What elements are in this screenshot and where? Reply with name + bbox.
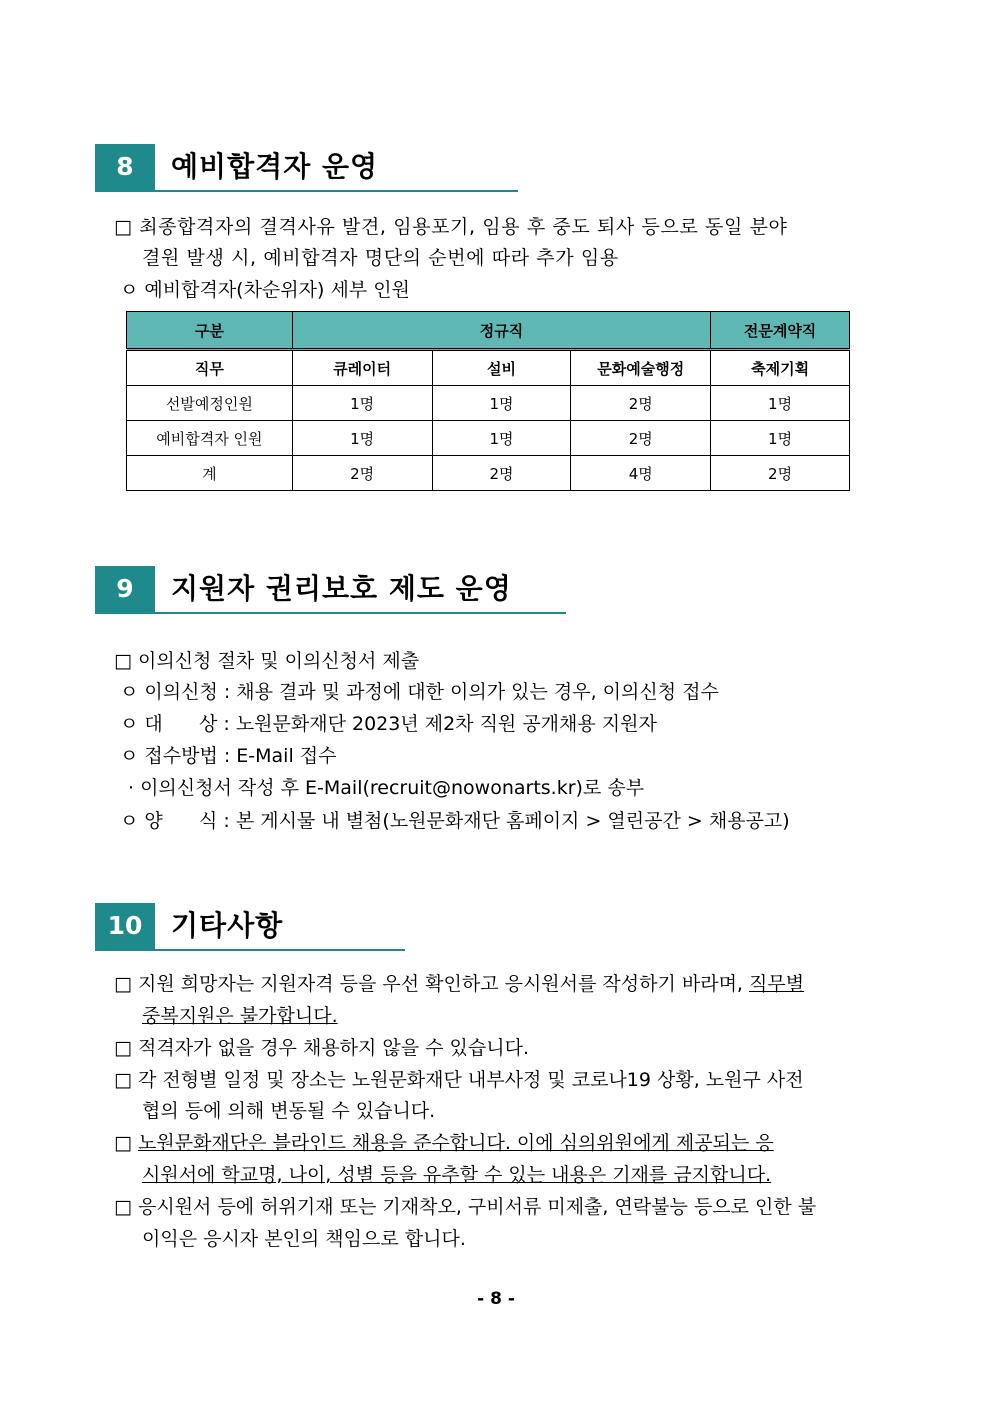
s8-bullet-1-line-1: □ 최종합격자의 결격사유 발견, 임용포기, 임용 후 중도 퇴사 등으로 동일 분야 [114,216,788,238]
table-cell: 2명 [292,456,432,491]
row-label: 계 [127,456,293,491]
table-cell: 2명 [571,421,711,456]
s10-bullet-3-line-1: □ 각 전형별 일정 및 장소는 노원문화재단 내부사정 및 코로나19 상황, 노원구 사전 [114,1069,804,1091]
table-cell: 2명 [711,456,850,491]
s10-bullet-4-box: □ [114,1132,138,1154]
header-category: 구분 [127,312,293,350]
s10-bullet-5-line-2: 이익은 응시자 본인의 책임으로 합니다. [142,1228,466,1250]
table-row [127,421,850,456]
s10-bullet-1-line-1 [114,971,804,997]
s10-bullet-5-line-1: □ 응시원서 등에 허위기재 또는 기재착오, 구비서류 미제출, 연락불능 등으로 인한 불 [114,1196,817,1218]
row-label: 예비합격자 인원 [127,421,293,456]
row-label: 선발예정인원 [127,386,293,421]
section-8-number: 8 [95,144,155,190]
section-9-title: 지원자 권리보호 제도 운영 [171,572,512,605]
header-regular: 정규직 [292,312,710,350]
table-cell: 2명 [432,456,571,491]
reserve-table [126,311,850,491]
s9-line-2: ㅇ 이의신청 : 채용 결과 및 과정에 대한 이의가 있는 경우, 이의신청 접수 [120,681,719,703]
s9-line-4: ㅇ 접수방법 : E-Mail 접수 [120,745,337,767]
table-cell: 1명 [432,386,571,421]
s9-line-6: ㅇ 양 식 : 본 게시물 내 별첨(노원문화재단 홈페이지 > 열린공간 > 채용공고) [120,810,790,832]
table-cell: 1명 [711,421,850,456]
section-8-underline [95,190,518,192]
s9-line-3: ㅇ 대 상 : 노원문화재단 2023년 제2차 직원 공개채용 지원자 [120,713,657,735]
s10-bullet-1-emph: 직무별 [749,973,805,995]
s10-bullet-1-line-2: 중복지원은 불가합니다. [142,1005,338,1027]
s9-line-5: · 이의신청서 작성 후 E-Mail(recruit@nowonarts.kr)로 송부 [128,777,645,799]
s10-bullet-4-line-1 [114,1130,774,1156]
s10-bullet-1-text: □ 지원 희망자는 지원자격 등을 우선 확인하고 응시원서를 작성하기 바라며, [114,973,750,995]
section-9-underline [95,612,566,614]
s10-bullet-3-line-2: 협의 등에 의해 변동될 수 있습니다. [142,1100,436,1122]
table-cell: 2명 [571,386,711,421]
table-cell: 1명 [292,421,432,456]
table-cell: 4명 [571,456,711,491]
table-row [127,456,850,491]
section-8-title: 예비합격자 운영 [171,150,379,183]
table-row [127,386,850,421]
table-job-row [127,350,850,386]
section-10-number: 10 [95,903,155,949]
header-contract: 전문계약직 [711,312,850,350]
section-9-number: 9 [95,566,155,612]
section-10-title: 기타사항 [171,909,284,942]
page-number: - 8 - [477,1289,515,1309]
table-cell: 1명 [711,386,850,421]
s10-bullet-2: □ 적격자가 없을 경우 채용하지 않을 수 있습니다. [114,1037,529,1059]
table-cell: 1명 [432,421,571,456]
s10-bullet-4-line-2: 시원서에 학교명, 나이, 성별 등을 유추할 수 있는 내용은 기재를 금지합니다. [142,1164,772,1186]
table-cell: 1명 [292,386,432,421]
job-cell: 문화예술행정 [571,350,711,386]
s10-bullet-4-text: 노원문화재단은 블라인드 채용을 준수합니다. 이에 심의위원에게 제공되는 응 [138,1132,774,1154]
s8-sub-1: ㅇ 예비합격자(차순위자) 세부 인원 [120,279,410,301]
s8-bullet-1-line-2: 결원 발생 시, 예비합격자 명단의 순번에 따라 추가 임용 [142,247,619,269]
s9-line-1: □ 이의신청 절차 및 이의신청서 제출 [114,650,420,672]
job-cell: 큐레이터 [292,350,432,386]
section-10-underline [95,949,405,951]
job-cell: 설비 [432,350,571,386]
job-cell: 축제기획 [711,350,850,386]
table-header-row [127,312,850,350]
job-label: 직무 [127,350,293,386]
